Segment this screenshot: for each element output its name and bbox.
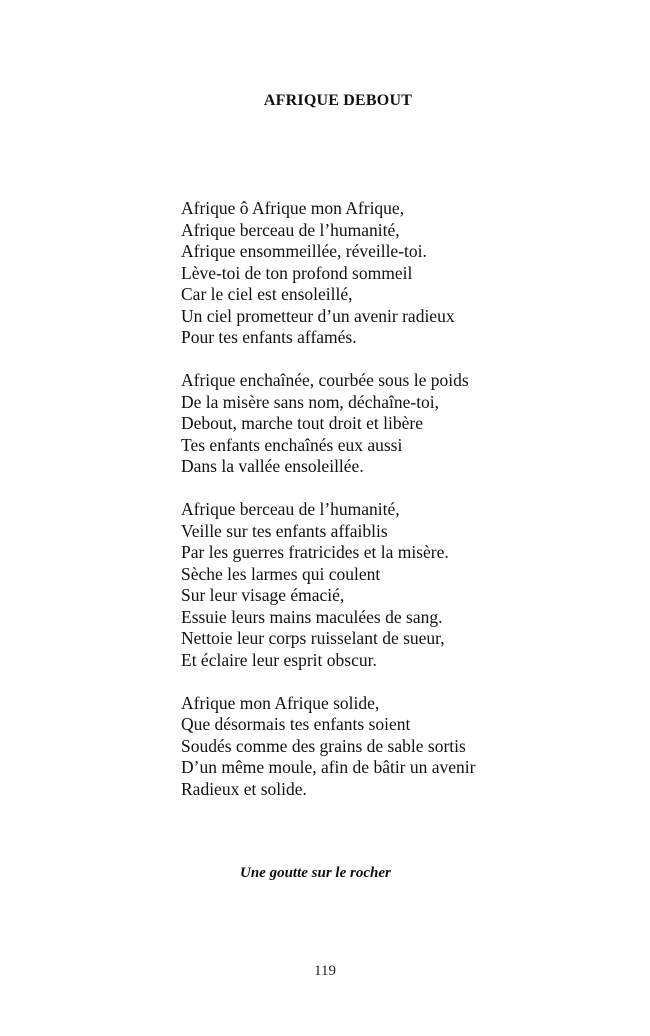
poem-line: Lève-toi de ton profond sommeil bbox=[181, 262, 413, 283]
poem-body bbox=[181, 198, 475, 800]
poem-line: Debout, marche tout droit et libère bbox=[181, 413, 424, 433]
poem-line: Sur leur visage émacié, bbox=[181, 585, 345, 605]
poem-line: Tes enfants enchaînés eux aussi bbox=[181, 434, 403, 455]
poem-line: Pour tes enfants affamés. bbox=[181, 327, 357, 347]
poem-line: De la misère sans nom, déchaîne-toi, bbox=[181, 391, 440, 412]
stanza-2 bbox=[181, 370, 475, 478]
stanza-3 bbox=[181, 499, 475, 671]
poem-line: Afrique enchaînée, courbée sous le poids bbox=[181, 370, 469, 390]
poem-title: AFRIQUE DEBOUT bbox=[263, 92, 413, 109]
poem-line: Afrique berceau de l’humanité, bbox=[181, 219, 400, 240]
poem-line: Soudés comme des grains de sable sortis bbox=[181, 735, 466, 756]
poem-line: Veille sur tes enfants affaiblis bbox=[181, 520, 388, 541]
poem-line: Que désormais tes enfants soient bbox=[181, 714, 411, 734]
page-number: 119 bbox=[314, 963, 336, 979]
poem-line: Afrique berceau de l’humanité, bbox=[181, 499, 400, 519]
poem-line: Car le ciel est ensoleillé, bbox=[181, 284, 353, 304]
stanza-4 bbox=[181, 693, 475, 801]
poem-source: Une goutte sur le rocher bbox=[240, 865, 391, 881]
poem-line: Afrique ô Afrique mon Afrique, bbox=[181, 198, 405, 218]
poem-line: Un ciel prometteur d’un avenir radieux bbox=[181, 305, 455, 326]
poem-line: Par les guerres fratricides et la misère. bbox=[181, 542, 449, 562]
poem-line: Afrique ensommeillée, réveille-toi. bbox=[181, 241, 427, 261]
poem-line: Essuie leurs mains maculées de sang. bbox=[181, 606, 443, 627]
poem-line: Sèche les larmes qui coulent bbox=[181, 563, 381, 584]
stanza-1 bbox=[181, 198, 475, 349]
poem-line: Nettoie leur corps ruisselant de sueur, bbox=[181, 628, 445, 648]
poem-line: Radieux et solide. bbox=[181, 778, 307, 799]
poem-line: Dans la vallée ensoleillée. bbox=[181, 456, 364, 476]
poem-line: Et éclaire leur esprit obscur. bbox=[181, 649, 377, 670]
poem-line: Afrique mon Afrique solide, bbox=[181, 692, 380, 713]
poem-line: D’un même moule, afin de bâtir un avenir bbox=[181, 757, 476, 777]
